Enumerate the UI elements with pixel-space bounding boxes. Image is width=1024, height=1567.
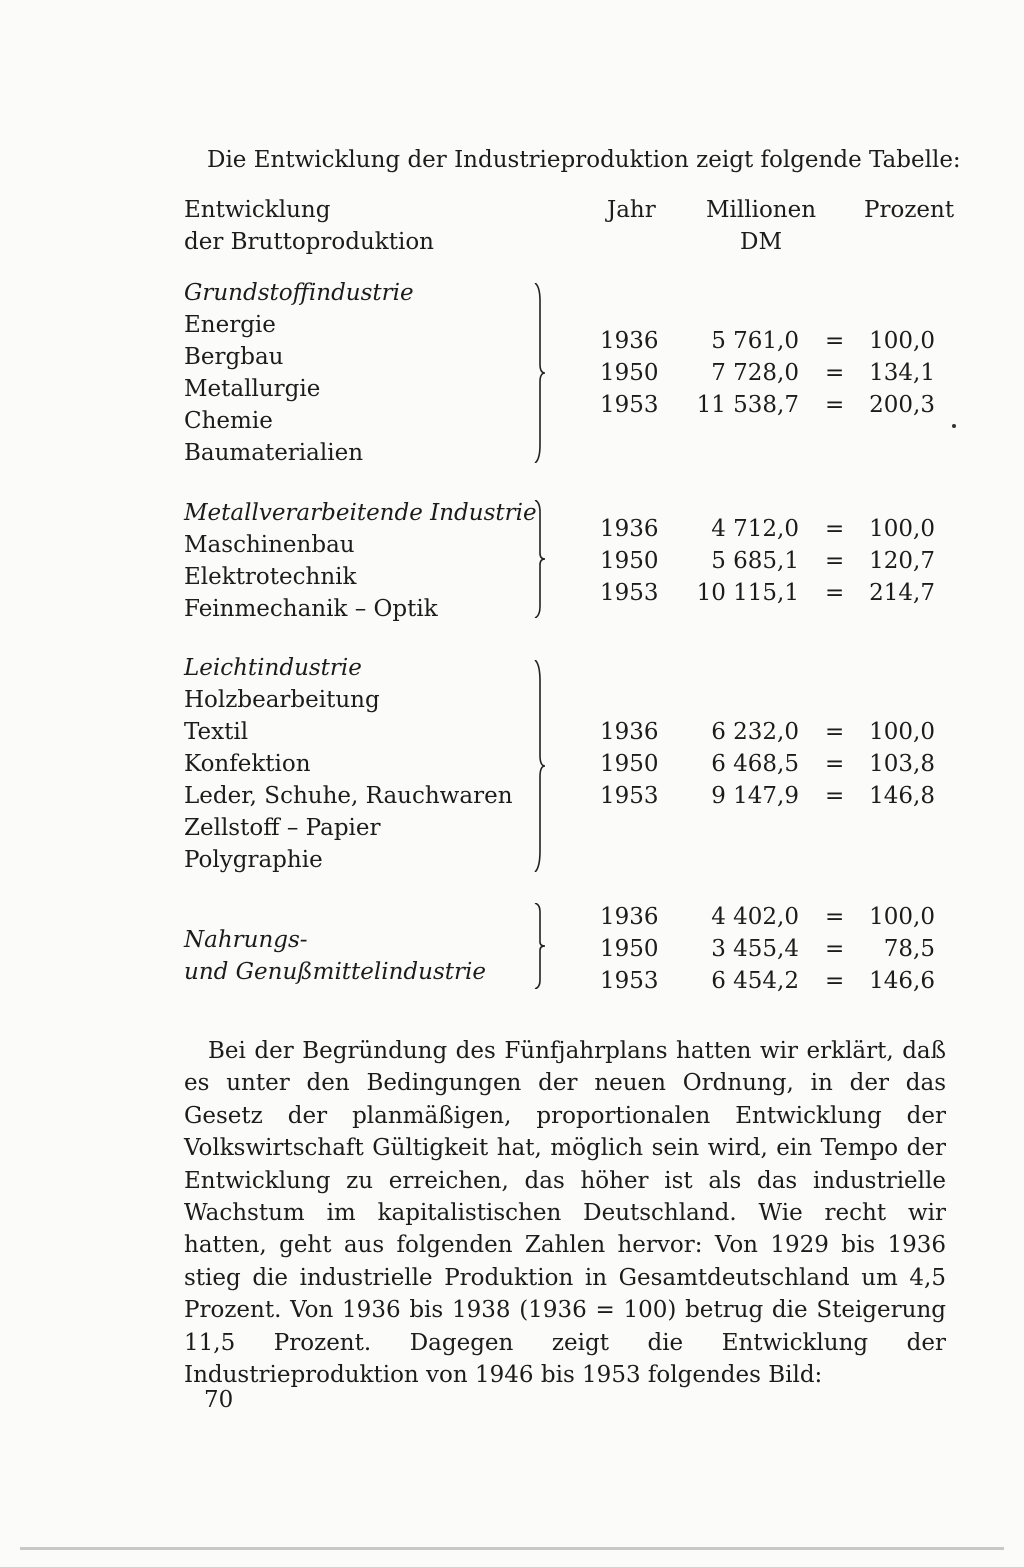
scan-edge-line [20, 1547, 1004, 1550]
year-cell: 1953 [600, 783, 659, 809]
group-item: Energie [184, 312, 276, 338]
millions-cell: 5 685,1 [711, 548, 799, 574]
group-name-line1: Nahrungs- [184, 927, 308, 953]
millions-cell: 5 761,0 [711, 328, 799, 354]
millions-cell: 7 728,0 [711, 360, 799, 386]
group-basic-industry [184, 277, 414, 469]
table-row [560, 513, 950, 545]
table-row [560, 389, 950, 421]
group-values [560, 716, 950, 812]
group-item: Metallurgie [184, 376, 321, 402]
equals-sign: = [825, 751, 845, 777]
table-row [560, 933, 950, 965]
group-light-industry [184, 652, 513, 876]
millions-cell: 4 712,0 [711, 516, 799, 542]
equals-sign: = [825, 516, 845, 542]
group-item: Zellstoff – Papier [184, 815, 381, 841]
intro-sentence: Die Entwicklung der Industrieproduktion zeigt folgende Tabelle: [207, 147, 961, 173]
year-cell: 1950 [600, 936, 659, 962]
group-values [560, 513, 950, 609]
equals-sign: = [825, 328, 845, 354]
header-development [184, 194, 434, 258]
percent-cell: 146,8 [869, 783, 935, 809]
group-item: Textil [184, 719, 249, 745]
group-item: Konfektion [184, 751, 311, 777]
header-development-line1: Entwicklung [184, 197, 331, 223]
year-cell: 1950 [600, 360, 659, 386]
percent-cell: 100,0 [869, 328, 935, 354]
group-brace [532, 283, 548, 463]
year-cell: 1950 [600, 751, 659, 777]
header-percent: Prozent [864, 197, 955, 223]
header-year: Jahr [607, 197, 656, 223]
equals-sign: = [825, 936, 845, 962]
year-cell: 1936 [600, 719, 659, 745]
year-cell: 1936 [600, 328, 659, 354]
millions-cell: 6 232,0 [711, 719, 799, 745]
group-item: Feinmechanik – Optik [184, 596, 438, 622]
percent-cell: 100,0 [869, 516, 935, 542]
year-cell: 1953 [600, 580, 659, 606]
group-item: Leder, Schuhe, Rauchwaren [184, 783, 513, 809]
body-paragraph: Bei der Begründung des Fünfjahrplans hatten wir erklärt, daß es unter den Bedingungen der neuen Ordnung, in der das Gesetz der planmäßigen, proportionalen Entwicklung der Volkswirtschaft Gültigkeit hat, möglich sein wird, ein Tempo der Entwicklung zu erreichen, das höher ist als das industrielle Wachstum im kapitalistischen Deutschland. Wie recht wir hatten, geht aus folgenden Zahlen hervor: Von 1929 bis 1936 stieg die industrielle Produktion in Gesamtdeutschland um 4,5 Prozent. Von 1936 bis 1938 (1936 = 100) betrug die Steigerung 11,5 Prozent. Dagegen zeigt die Entwicklung der Industrieproduktion von 1946 bis 1953 folgendes Bild: [184, 1038, 946, 1389]
group-name-line2: und Genußmittelindustrie [184, 959, 486, 985]
year-cell: 1953 [600, 392, 659, 418]
percent-cell: 78,5 [883, 936, 935, 962]
group-values [560, 325, 950, 421]
table-row [560, 357, 950, 389]
table-row [560, 545, 950, 577]
percent-cell: 146,6 [869, 968, 935, 994]
table-row [560, 325, 950, 357]
group-brace [532, 660, 548, 872]
equals-sign: = [825, 392, 845, 418]
scan-speck [952, 424, 956, 428]
millions-cell: 4 402,0 [711, 904, 799, 930]
table-row [560, 716, 950, 748]
millions-cell: 11 538,7 [696, 392, 799, 418]
group-food-industry [184, 924, 486, 988]
equals-sign: = [825, 580, 845, 606]
table-row [560, 965, 950, 997]
percent-cell: 214,7 [869, 580, 935, 606]
group-item: Holzbearbeitung [184, 687, 380, 713]
group-item: Maschinenbau [184, 532, 355, 558]
equals-sign: = [825, 719, 845, 745]
millions-cell: 9 147,9 [711, 783, 799, 809]
group-metalworking-industry [184, 497, 537, 625]
equals-sign: = [825, 783, 845, 809]
percent-cell: 120,7 [869, 548, 935, 574]
group-name: Grundstoffindustrie [184, 280, 414, 306]
header-development-line2: der Bruttoproduktion [184, 229, 434, 255]
body-paragraph-container [184, 1035, 946, 1391]
group-item: Chemie [184, 408, 273, 434]
millions-cell: 6 454,2 [711, 968, 799, 994]
header-millions-line2: DM [740, 229, 782, 255]
page-number: 70 [204, 1387, 234, 1413]
group-item: Bergbau [184, 344, 284, 370]
millions-cell: 3 455,4 [711, 936, 799, 962]
year-cell: 1936 [600, 904, 659, 930]
percent-cell: 200,3 [869, 392, 935, 418]
year-cell: 1950 [600, 548, 659, 574]
table-row [560, 748, 950, 780]
year-cell: 1936 [600, 516, 659, 542]
group-brace [532, 500, 548, 618]
group-brace [532, 903, 548, 989]
year-cell: 1953 [600, 968, 659, 994]
group-item: Elektrotechnik [184, 564, 357, 590]
table-row [560, 780, 950, 812]
millions-cell: 10 115,1 [696, 580, 799, 606]
equals-sign: = [825, 360, 845, 386]
percent-cell: 103,8 [869, 751, 935, 777]
percent-cell: 100,0 [869, 719, 935, 745]
equals-sign: = [825, 968, 845, 994]
percent-cell: 134,1 [869, 360, 935, 386]
table-row [560, 901, 950, 933]
group-name: Leichtindustrie [184, 655, 362, 681]
millions-cell: 6 468,5 [711, 751, 799, 777]
header-millions [705, 194, 817, 258]
group-item: Polygraphie [184, 847, 323, 873]
equals-sign: = [825, 904, 845, 930]
table-row [560, 577, 950, 609]
header-millions-line1: Millionen [705, 197, 817, 223]
group-name: Metallverarbeitende Industrie [184, 500, 537, 526]
group-values [560, 901, 950, 997]
percent-cell: 100,0 [869, 904, 935, 930]
equals-sign: = [825, 548, 845, 574]
group-item: Baumaterialien [184, 440, 364, 466]
